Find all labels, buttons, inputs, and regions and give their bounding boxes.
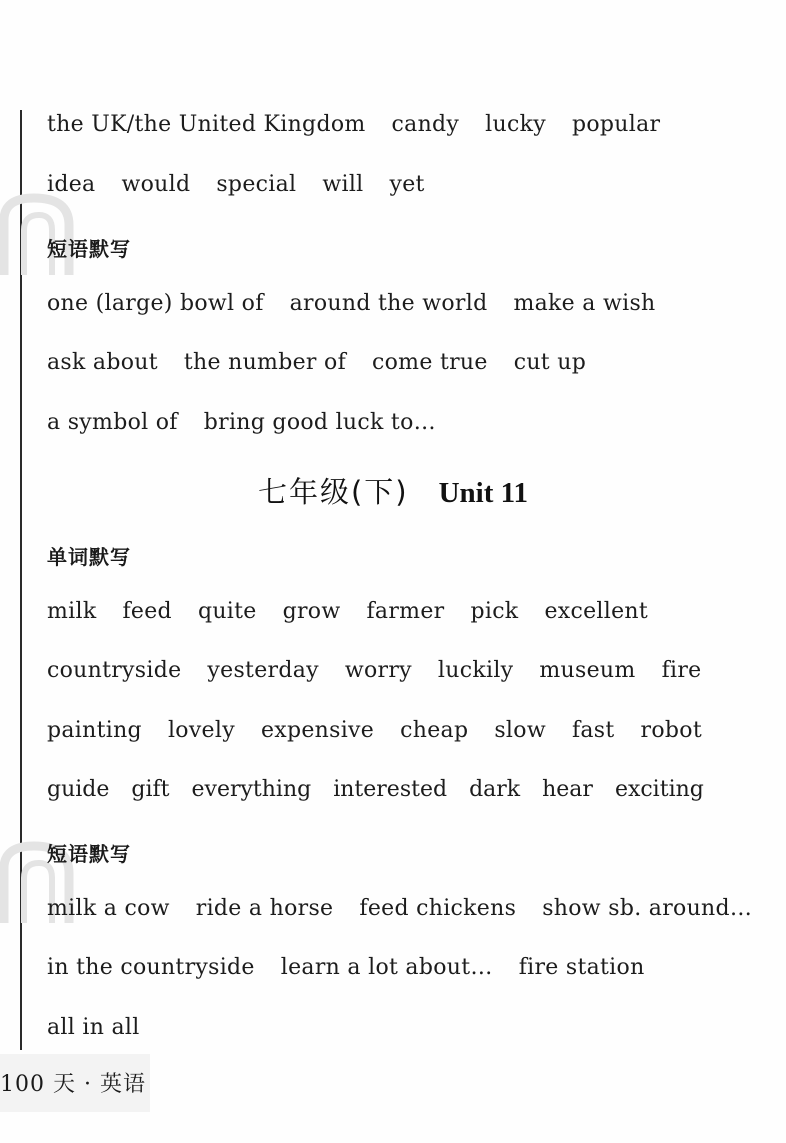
- word-item: idea: [47, 172, 96, 197]
- phrase-list-line: [47, 955, 645, 980]
- phrase-item: in the countryside: [47, 955, 255, 980]
- phrase-item: cut up: [513, 350, 587, 375]
- phrase-item: the number of: [183, 350, 347, 375]
- footer-label: 100 天 · 英语: [0, 1072, 146, 1097]
- word-list-line: [47, 777, 704, 802]
- word-list-line: [47, 112, 660, 137]
- phrase-item: around the world: [289, 291, 488, 316]
- word-item: expensive: [260, 718, 375, 743]
- phrase-list-line: [47, 1015, 140, 1040]
- word-item: fast: [571, 718, 615, 743]
- word-item: exciting: [614, 777, 704, 802]
- word-item: robot: [640, 718, 702, 743]
- word-item: yet: [389, 172, 425, 197]
- words-heading: 单词默写: [47, 545, 131, 569]
- word-item: quite: [197, 599, 257, 624]
- phrase-list-line: [47, 896, 752, 921]
- word-item: would: [121, 172, 191, 197]
- word-item: grow: [282, 599, 341, 624]
- word-item: painting: [47, 718, 142, 743]
- phrase-list-line: [47, 410, 436, 435]
- word-item: milk: [47, 599, 97, 624]
- word-item: feed: [122, 599, 172, 624]
- word-item: pick: [470, 599, 519, 624]
- phrase-item: show sb. around…: [542, 896, 753, 921]
- phrase-item: one (large) bowl of: [47, 291, 264, 316]
- word-item: special: [216, 172, 297, 197]
- phrases-heading: 短语默写: [47, 237, 131, 261]
- phrase-item: come true: [372, 350, 488, 375]
- word-list-line: [47, 599, 648, 624]
- word-item: luckily: [437, 658, 514, 683]
- phrase-item: fire station: [518, 955, 645, 980]
- word-list-line: [47, 658, 701, 683]
- phrase-item: ride a horse: [195, 896, 334, 921]
- word-item: gift: [131, 777, 170, 802]
- word-item: worry: [344, 658, 412, 683]
- word-item: hear: [542, 777, 593, 802]
- word-item: everything: [191, 777, 312, 802]
- phrase-item: make a wish: [513, 291, 656, 316]
- word-item: lovely: [167, 718, 235, 743]
- word-item: candy: [391, 112, 460, 137]
- word-item: farmer: [366, 599, 445, 624]
- phrase-item: all in all: [47, 1015, 140, 1040]
- word-item: cheap: [400, 718, 469, 743]
- phrase-item: ask about: [47, 350, 158, 375]
- word-item: museum: [539, 658, 636, 683]
- word-item: interested: [333, 777, 448, 802]
- phrase-item: feed chickens: [359, 896, 517, 921]
- word-item: fire: [661, 658, 702, 683]
- phrase-item: milk a cow: [47, 896, 170, 921]
- word-item: slow: [494, 718, 546, 743]
- unit-label: Unit 11: [438, 477, 529, 509]
- grade-label: 七年级(下): [257, 475, 409, 509]
- word-item: lucky: [485, 112, 546, 137]
- phrase-item: learn a lot about…: [280, 955, 493, 980]
- phrases-heading: 短语默写: [47, 842, 131, 866]
- word-list-line: [47, 718, 702, 743]
- word-item: will: [322, 172, 364, 197]
- word-item: excellent: [544, 599, 649, 624]
- word-item: popular: [571, 112, 661, 137]
- word-item: dark: [469, 777, 521, 802]
- word-item: countryside: [47, 658, 182, 683]
- phrase-item: bring good luck to…: [203, 410, 436, 435]
- phrase-list-line: [47, 350, 586, 375]
- word-item: the UK/the United Kingdom: [47, 112, 366, 137]
- unit-title: [0, 470, 786, 511]
- word-item: yesterday: [207, 658, 319, 683]
- word-item: guide: [47, 777, 110, 802]
- phrase-item: a symbol of: [47, 410, 178, 435]
- word-list-line: [47, 172, 425, 197]
- phrase-list-line: [47, 291, 656, 316]
- left-margin-rule: [20, 110, 22, 1050]
